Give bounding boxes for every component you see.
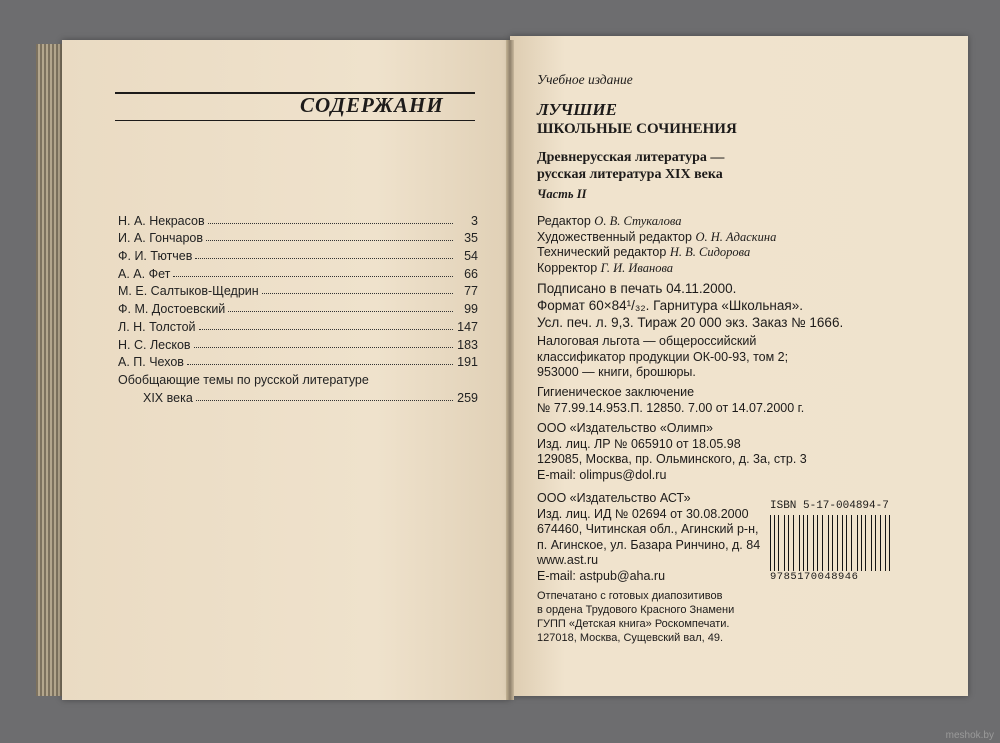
publisher-line: 129085, Москва, пр. Ольминского, д. 3а, стр. 3 — [537, 452, 807, 466]
toc-leader — [187, 364, 453, 365]
toc-page-number: 35 — [464, 231, 478, 246]
credit-line — [537, 214, 776, 230]
toc-entry — [118, 334, 478, 352]
printer-line: Отпечатано с готовых диапозитивов — [537, 590, 723, 602]
toc-leader — [195, 258, 453, 259]
toc-topic: Обобщающие темы по русской литературе — [118, 372, 369, 387]
toc-entry — [118, 245, 478, 263]
toc-author: Н. С. Лесков — [118, 337, 191, 352]
print-info-line: Подписано в печать 04.11.2000. — [537, 281, 737, 296]
toc-entry — [118, 210, 478, 228]
publisher-email: E-mail: astpub@aha.ru — [537, 568, 666, 583]
credit-line — [537, 261, 776, 277]
toc-page-number: 259 — [457, 390, 478, 405]
isbn-block — [770, 500, 894, 583]
toc-page-number: 3 — [471, 213, 478, 228]
toc-leader — [208, 223, 453, 224]
credit-line — [537, 245, 776, 261]
publisher-line: Изд. лиц. ЛР № 065910 от 18.05.98 — [537, 436, 741, 451]
toc-author: Л. Н. Толстой — [118, 319, 196, 334]
toc-title: СОДЕРЖАНИ — [300, 93, 444, 117]
toc-leader — [196, 400, 453, 401]
toc-page-number: 191 — [457, 355, 478, 370]
hygiene-block — [537, 385, 804, 416]
barcode-bar — [822, 515, 823, 571]
barcode-bar — [871, 515, 872, 571]
toc-author: Ф. И. Тютчев — [118, 249, 193, 264]
publisher-olimp-block — [537, 421, 807, 483]
barcode-bar — [846, 515, 847, 571]
toc-entry — [118, 281, 478, 299]
credit-role: Технический редактор — [537, 245, 667, 259]
tax-info-line: 953000 — книги, брошюры. — [537, 365, 696, 379]
book-title-line2: ШКОЛЬНЫЕ СОЧИНЕНИЯ — [537, 121, 737, 137]
toc-page-number: 66 — [464, 266, 478, 281]
book-title-line1: ЛУЧШИЕ — [537, 100, 617, 119]
publisher-ast-block — [537, 491, 760, 584]
credit-name: Г. И. Иванова — [600, 260, 674, 275]
barcode-bar — [864, 515, 865, 571]
barcode-bar — [774, 515, 775, 571]
barcode-bar — [795, 515, 796, 571]
barcode-bar — [803, 515, 804, 571]
barcode-bar — [875, 515, 876, 571]
barcode-bar — [813, 515, 814, 571]
barcode-bar — [810, 515, 811, 571]
hygiene-line: № 77.99.14.953.П. 12850. 7.00 от 14.07.2000 г. — [537, 400, 805, 415]
toc-entry-line2 — [118, 387, 478, 405]
publisher-line: Изд. лиц. ИД № 02694 от 30.08.2000 — [537, 506, 749, 521]
print-info-line: Усл. печ. л. 9,3. Тираж 20 000 экз. Заказ № 1666. — [537, 315, 844, 330]
print-info-line: Формат 60×84¹/₃₂. Гарнитура «Школьная». — [537, 298, 803, 313]
barcode-bar — [885, 515, 886, 571]
toc-leader — [228, 311, 453, 312]
barcode-number: 9785170048946 — [770, 571, 859, 583]
barcode-bar — [788, 515, 789, 571]
hygiene-line: Гигиеническое заключение — [537, 385, 695, 399]
toc-leader — [262, 293, 453, 294]
toc-author: Н. А. Некрасов — [118, 213, 205, 228]
toc-author: А. П. Чехов — [118, 355, 184, 370]
toc-page-number: 183 — [457, 337, 478, 352]
barcode-bar — [854, 515, 855, 571]
credit-line — [537, 230, 776, 246]
book-gutter — [506, 40, 514, 700]
toc-author: И. А. Гончаров — [118, 231, 204, 246]
toc-leader — [194, 347, 453, 348]
barcode-bar — [778, 515, 779, 571]
edition-type: Учебное издание — [537, 72, 633, 87]
subtitle-line2: русская литература XIX века — [537, 167, 723, 182]
toc-topic-continued: XIX века — [143, 390, 193, 405]
table-of-contents — [118, 210, 478, 405]
barcode-bar — [786, 515, 787, 571]
publisher-line: ООО «Издательство «Олимп» — [537, 421, 713, 435]
publisher-line: 674460, Читинская обл., Агинский р-н, — [537, 522, 759, 536]
toc-entry-line1 — [118, 369, 478, 387]
barcode-bar — [851, 515, 852, 571]
watermark: meshok.by — [945, 730, 994, 741]
toc-page-number: 99 — [464, 302, 478, 317]
credit-name: О. Н. Адаскина — [695, 229, 777, 244]
publisher-line: ООО «Издательство АСТ» — [537, 491, 691, 505]
credit-name: О. В. Стукалова — [594, 214, 682, 228]
barcode-bar — [824, 515, 825, 571]
tax-info-line: Налоговая льгота — общероссийский — [537, 334, 757, 348]
barcode — [770, 515, 894, 571]
toc-entry — [118, 352, 478, 370]
toc-author: М. Е. Салтыков-Щедрин — [118, 284, 259, 299]
publisher-email: E-mail: olimpus@dol.ru — [537, 467, 667, 482]
toc-rule-bottom — [115, 120, 475, 121]
toc-leader — [199, 329, 453, 330]
toc-author: А. А. Фет — [118, 266, 171, 281]
toc-leader — [173, 276, 453, 277]
publisher-website: www.ast.ru — [537, 553, 599, 567]
isbn-number: ISBN 5-17-004894-7 — [770, 500, 889, 512]
subtitle-line1: Древнерусская литература — — [537, 150, 725, 165]
credit-role: Художественный редактор — [537, 229, 692, 244]
printer-line: в ордена Трудового Красного Знамени — [537, 604, 735, 616]
toc-page-number: 77 — [464, 284, 478, 299]
toc-page-number: 147 — [457, 319, 478, 334]
toc-page-number: 54 — [464, 249, 478, 264]
toc-entry — [118, 298, 478, 316]
toc-leader — [206, 240, 453, 241]
credits-block — [537, 214, 776, 276]
part-number: Часть II — [537, 187, 587, 201]
printer-line: ГУПП «Детская книга» Роскомпечати. — [537, 618, 730, 630]
toc-entry — [118, 228, 478, 246]
barcode-bar — [829, 515, 830, 571]
toc-author: Ф. М. Достоевский — [118, 302, 226, 317]
printer-line: 127018, Москва, Сущевский вал, 49. — [537, 632, 724, 644]
credit-role: Редактор — [537, 214, 591, 228]
publisher-line: п. Агинское, ул. Базара Ринчино, д. 84 — [537, 537, 761, 552]
credit-role: Корректор — [537, 260, 598, 275]
printer-block — [537, 589, 734, 645]
tax-info-block — [537, 334, 788, 381]
tax-info-line: классификатор продукции ОК-00-93, том 2; — [537, 349, 789, 364]
barcode-bar — [837, 515, 838, 571]
credit-name: Н. В. Сидорова — [669, 245, 751, 259]
toc-entry — [118, 263, 478, 281]
print-info-block — [537, 280, 843, 331]
toc-entry — [118, 316, 478, 334]
